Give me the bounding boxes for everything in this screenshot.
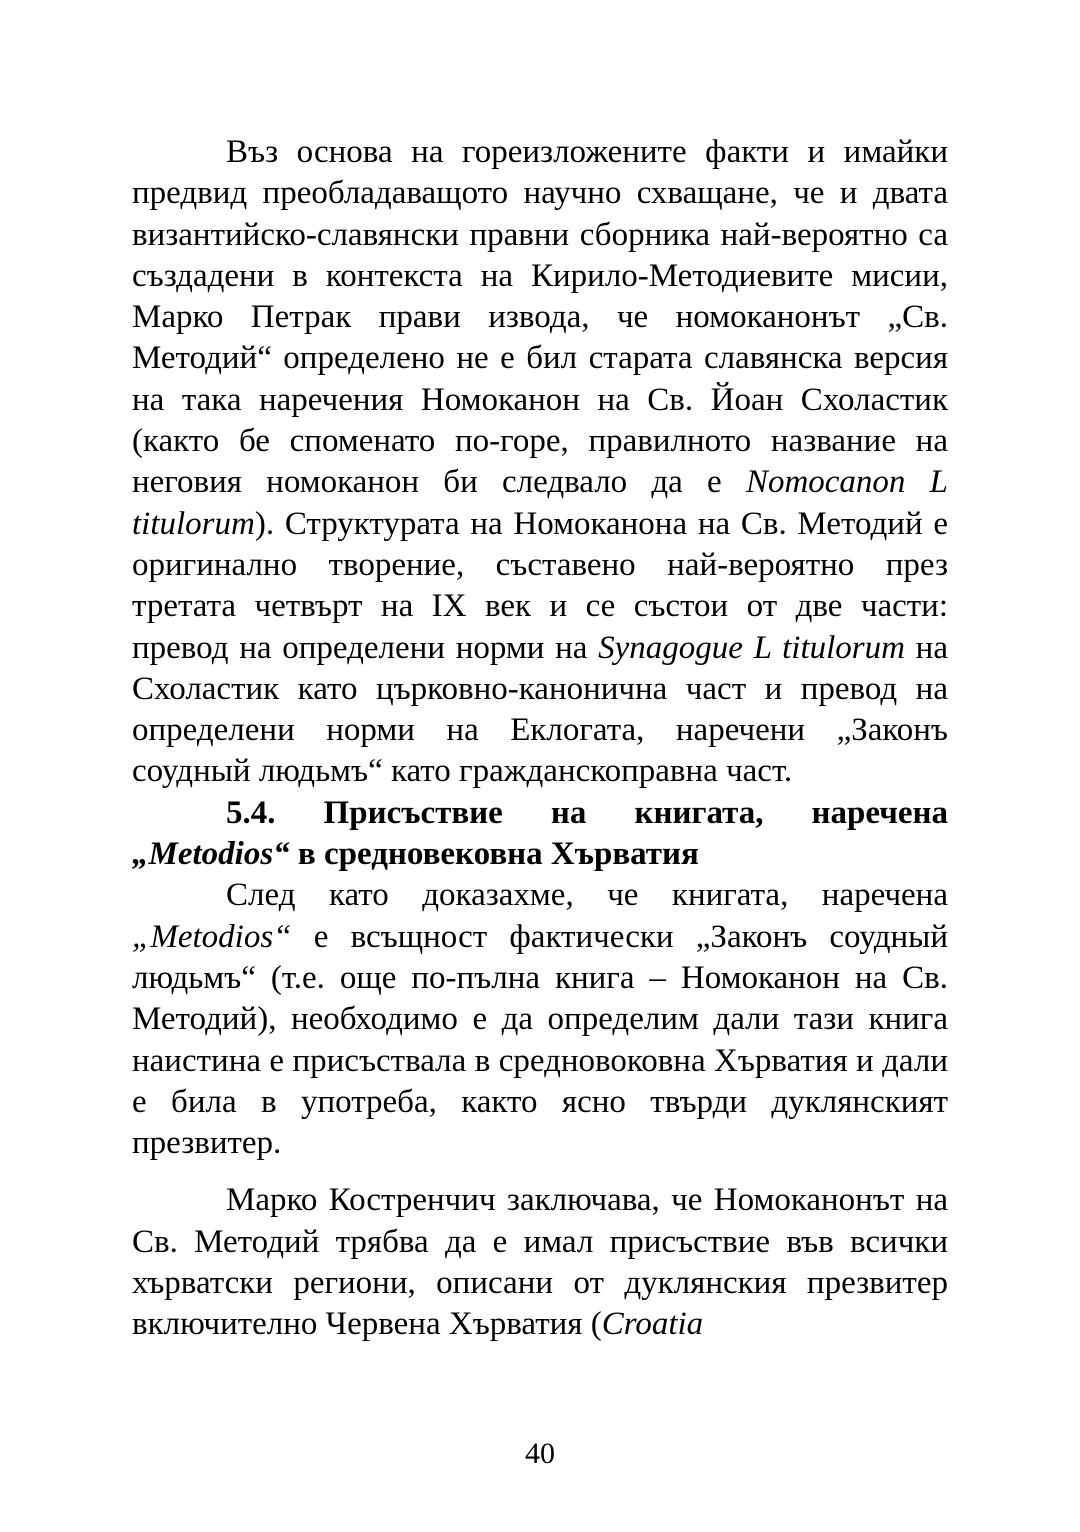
paragraph-1-italic-a: Nomocanon L titulorum [132,464,949,542]
paragraph-3 [132,1180,948,1345]
section-heading-line-2 [132,834,948,875]
paragraph-2-italic-a: „Metodios“ [132,918,292,955]
paragraph-2-text-a: След като доказахме, че книгата, наречена [226,877,948,914]
paragraph-1 [132,132,948,793]
paragraph-2-text-b: е всъщност фактически „Законъ соудный людьмъ“ (т.е. още по-пълна книга – Номоканон на Св. Методий), необходимо е да определим дали тази книга наистина е присъствала в средновоковна Хърватия и дали е била в употреба, както ясно твърди дуклянският презвитер. [132,918,948,1162]
section-heading [132,793,948,876]
section-heading-line-1: 5.4. Присъствие на книгата, наречена [226,794,948,831]
paragraph-2 [132,875,948,1164]
paragraph-3-italic-a: Croatia [601,1306,704,1343]
paragraph-3-text-a: Марко Костренчич заключава, че Номоканонът на Св. Методий трябва да е имал присъствие във всички хърватски региони, описани от дуклянския презвитер включително Червена Хърватия ( [132,1182,948,1343]
paragraph-1-text-c: на Схоластик като църковно-канонична част и превод на определени норми на Еклогата, наречени „Законъ соудный людьмъ“ като гражданскоправна част. [132,629,948,790]
section-heading-rest: в средновековна Хърватия [289,836,699,873]
page-body [132,132,948,1346]
paragraph-1-text-a: Въз основа на гореизложените факти и имайки предвид преобладаващото научно схващане, че и двата византийско-славянски правни сборника най-вероятно са създадени в контекста на Кирило-Методиевите мисии, Марко Петрак прави извода, че номоканонът „Св. Методий“ определено не е бил старата славянска версия на така наречения Номоканон на Св. Йоан Схоластик (както бе споменато по-горе, правилното название на неговия номоканон би следвало да е [132,134,948,501]
page-number: 40 [525,1437,555,1470]
paragraph-1-text-b: ). Структурата на Номоканона на Св. Методий е оригинално творение, съставено най-вероятно през третата четвърт на IX век и се състои от две части: превод на определени норми на [132,505,948,666]
section-heading-italic: „Metodios“ [132,836,290,873]
paragraph-1-italic-b: Synagogue L titulorum [598,629,905,666]
